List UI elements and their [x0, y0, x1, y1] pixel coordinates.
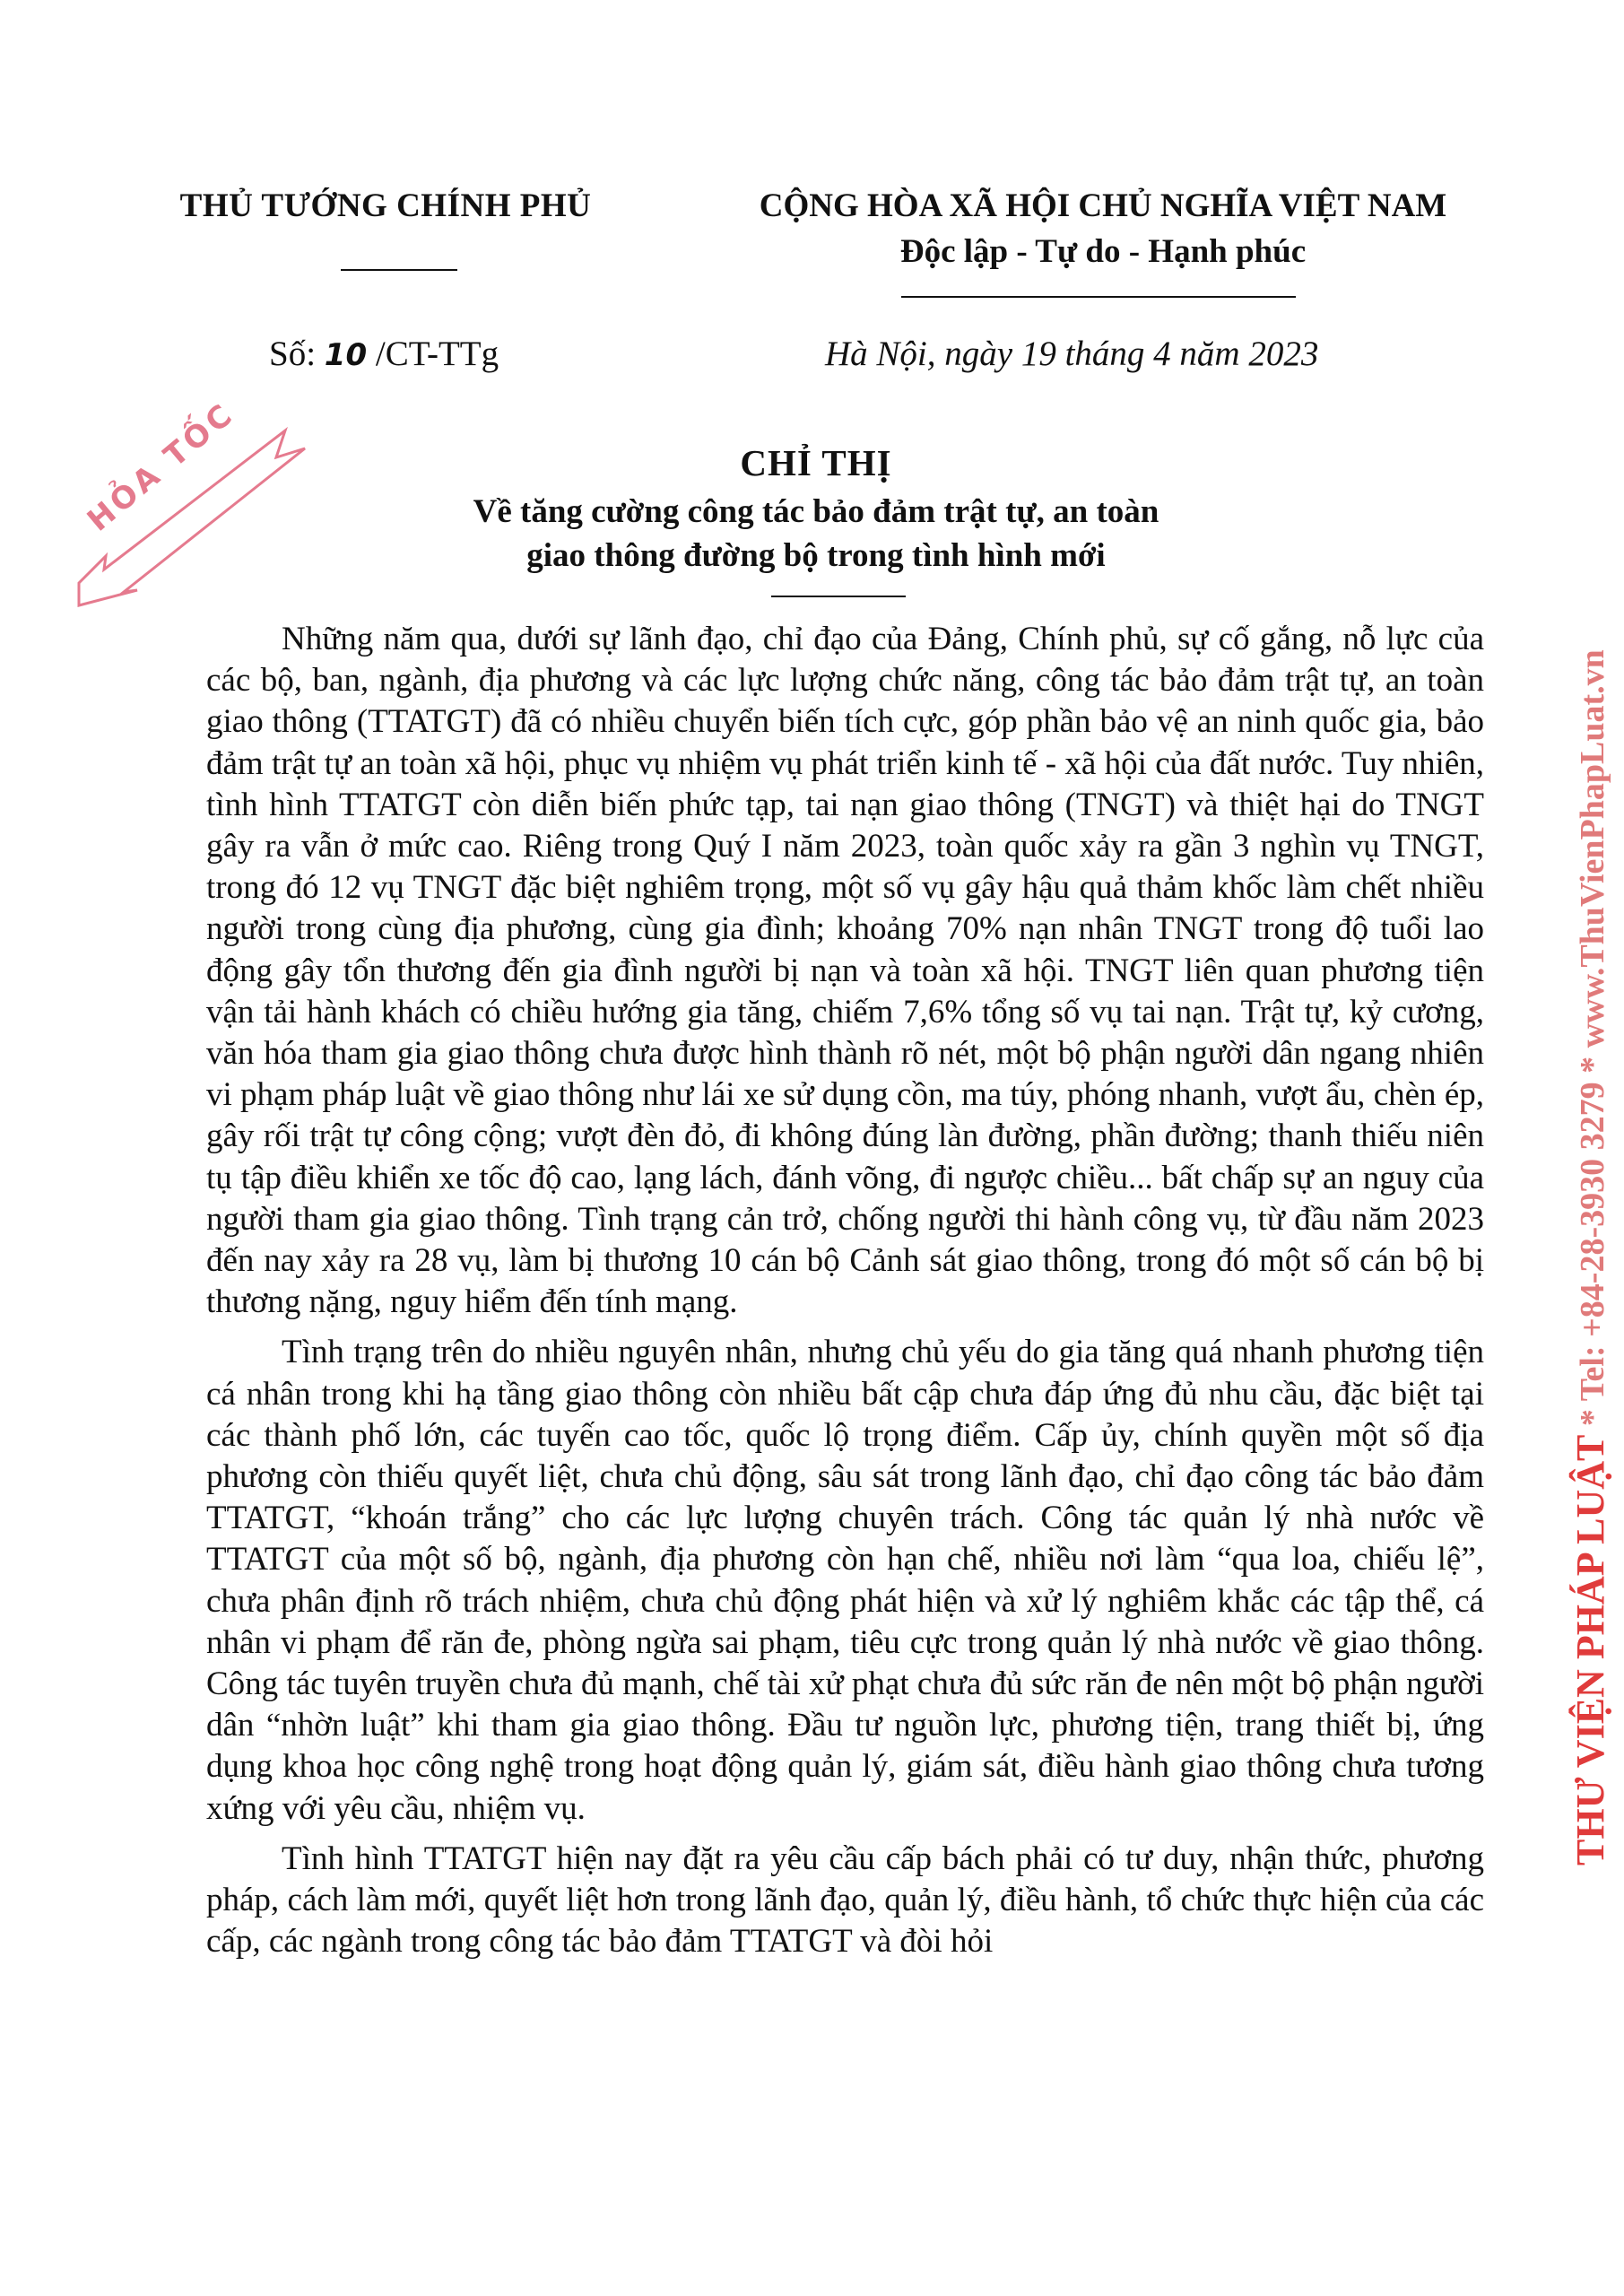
motto-underline: [901, 296, 1296, 298]
subject-line-2: giao thông đường bộ trong tình hình mới: [526, 537, 1106, 574]
document-body: [206, 619, 1484, 1972]
issuer-underline: [341, 269, 457, 271]
body-paragraph-3: Tình hình TTATGT hiện nay đặt ra yêu cầu cấp bách phải có tư duy, nhận thức, phương pháp, cách làm mới, quyết liệt hơn trong lãnh đạo, quản lý, điều hành, tổ chức thực hiện của các cấp, các ngành trong công tác bảo đảm TTATGT và đòi hỏi: [206, 1839, 1484, 1961]
body-paragraph-2: Tình trạng trên do nhiều nguyên nhân, nhưng chủ yếu do gia tăng quá nhanh phương tiện cá nhân trong khi hạ tầng giao thông còn nhiều bất cập chưa đáp ứng đủ nhu cầu, đặc biệt tại các thành phố lớn, các tuyến cao tốc, quốc lộ trọng điểm. Cấp ủy, chính quyền một số địa phương còn thiếu quyết liệt, chưa chủ động, sâu sát trong lãnh đạo, chỉ đạo công tác bảo đảm TTATGT, “khoán trắng” cho các lực lượng chuyên trách. Công tác quản lý nhà nước về TTATGT của một số bộ, ngành, địa phương còn hạn chế, nhiều nơi làm “qua loa, chiếu lệ”, chưa phân định rõ trách nhiệm, chưa chủ động phát hiện và xử lý nghiêm khắc các tập thể, cá nhân vi phạm để răn đe, phòng ngừa sai phạm, tiêu cực trong quản lý nhà nước về giao thông. Công tác tuyên truyền chưa đủ mạnh, chế tài xử phạt chưa đủ sức răn đe nên một bộ phận người dân “nhờn luật” khi tham gia giao thông. Đầu tư nguồn lực, phương tiện, trang thiết bị, ứng dụng khoa học công nghệ trong hoạt động quản lý, giám sát, điều hành giao thông chưa tương xứng với yêu cầu, nhiệm vụ.: [206, 1334, 1484, 1827]
place-and-date: Hà Nội, ngày 19 tháng 4 năm 2023: [825, 335, 1319, 373]
urgent-stamp-text: HỎA TỐC: [81, 396, 242, 539]
issuer-name: THỦ TƯỚNG CHÍNH PHỦ: [179, 187, 592, 224]
document-title-block: [341, 441, 1291, 578]
title-underline: [771, 596, 906, 597]
watermark-contact: * Tel: +84-28-3930 3279 * www.ThuVienPhapLuat.vn: [1574, 649, 1611, 1427]
national-motto: Độc lập - Tự do - Hạnh phúc: [899, 233, 1307, 270]
doc-number-prefix: Số:: [269, 335, 317, 373]
watermark-brand: THƯ VIỆN PHÁP LUẬT: [1568, 1434, 1612, 1866]
doc-number-value: 10: [324, 337, 368, 373]
country-name: CỘNG HÒA XÃ HỘI CHỦ NGHĨA VIỆT NAM: [759, 187, 1447, 224]
side-watermark: [1568, 649, 1613, 1866]
document-number: [269, 334, 499, 374]
document-subject: [341, 490, 1291, 578]
national-header: [708, 187, 1498, 271]
doc-number-suffix: /CT-TTg: [375, 335, 499, 373]
subject-line-1: Về tăng cường công tác bảo đảm trật tự, an toàn: [473, 493, 1159, 530]
document-type: CHỈ THỊ: [740, 442, 892, 483]
body-paragraph-1: Những năm qua, dưới sự lãnh đạo, chỉ đạo của Đảng, Chính phủ, sự cố gắng, nỗ lực của các bộ, ban, ngành, địa phương và các lực lượng chức năng, công tác bảo đảm trật tự, an toàn giao thông (TTATGT) đã có nhiều chuyển biến tích cực, góp phần bảo vệ an ninh quốc gia, bảo đảm trật tự an toàn xã hội, phục vụ nhiệm vụ phát triển kinh tế - xã hội của đất nước. Tuy nhiên, tình hình TTATGT còn diễn biến phức tạp, tai nạn giao thông (TNGT) và thiệt hại do TNGT gây ra vẫn ở mức cao. Riêng trong Quý I năm 2023, toàn quốc xảy ra gần 3 nghìn vụ TNGT, trong đó 12 vụ TNGT đặc biệt nghiêm trọng, một số vụ gây hậu quả thảm khốc làm chết nhiều người trong cùng địa phương, cùng gia đình; khoảng 70% nạn nhân TNGT trong độ tuổi lao động gây tổn thương đến gia đình người bị nạn và toàn xã hội. TNGT liên quan phương tiện vận tải hành khách có chiều hướng gia tăng, chiếm 7,6% tổng số vụ tai nạn. Trật tự, kỷ cương, văn hóa tham gia giao thông chưa được hình thành rõ nét, một bộ phận người dân ngang nhiên vi phạm pháp luật về giao thông như lái xe sử dụng cồn, ma túy, phóng nhanh, vượt ẩu, chèn ép, gây rối trật tự công cộng; vượt đèn đỏ, đi không đúng làn đường, phần đường; thanh thiếu niên tụ tập điều khiển xe tốc độ cao, lạng lách, đánh võng, đi ngược chiều... bất chấp sự an nguy của người tham gia giao thông. Tình trạng cản trở, chống người thi hành công vụ, từ đầu năm 2023 đến nay xảy ra 28 vụ, làm bị thương 10 cán bộ Cảnh sát giao thông, trong đó một số cán bộ bị thương nặng, nguy hiểm đến tính mạng.: [206, 621, 1484, 1321]
